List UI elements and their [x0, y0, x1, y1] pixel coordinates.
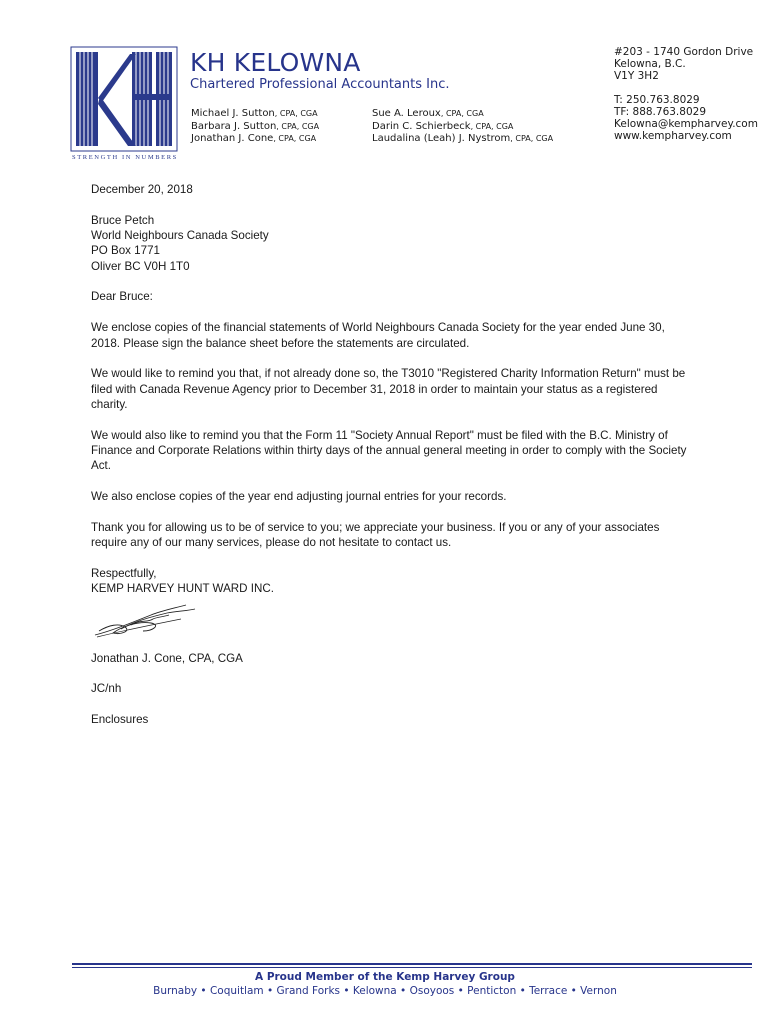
company-name: KEMP HARVEY HUNT WARD INC. [91, 582, 274, 596]
salutation: Dear Bruce: [91, 290, 153, 304]
paragraph: We enclose copies of the financial statements of World Neighbours Canada Society for the year ended June 30, 2018. Please sign the balance sheet before the statements are circulated. [91, 321, 665, 350]
partner: Michael J. Sutton, CPA, CGA [191, 108, 318, 119]
partners-column-2 [372, 108, 553, 146]
partner: Barbara J. Sutton, CPA, CGA [191, 120, 320, 132]
signer-name: Jonathan J. Cone, CPA, CGA [91, 651, 243, 665]
initials: JC/nh [91, 682, 122, 696]
address-line-2: Kelowna, B.C. [614, 58, 686, 70]
partner: Sue A. Leroux, CPA, CGA [372, 108, 484, 119]
footer-rule [72, 963, 752, 965]
partner: Darin C. Schierbeck, CPA, CGA [372, 120, 514, 132]
recipient-line: PO Box 1771 [91, 244, 160, 258]
address-line-1: #203 - 1740 Gordon Drive [614, 46, 754, 58]
email-link[interactable]: Kelowna@kempharvey.com [614, 118, 758, 130]
recipient-address [91, 213, 691, 274]
paragraph: We would like to remind you that, if not already done so, the T3010 "Registered Charity Information Return" must be filed with Canada Revenue Agency prior to December 31, 2018 in order to maintain your status as a registered charity. [91, 367, 686, 411]
handwritten-signature [91, 601, 201, 641]
paragraph: Thank you for allowing us to be of service to you; we appreciate your business. If you or any of your associates require any of our many services, please do not hesitate to contact us. [91, 520, 660, 550]
recipient-line: Bruce Petch [91, 213, 155, 227]
paragraph: We would also like to remind you that the Form 11 "Society Annual Report" must be filed with the B.C. Ministry of Finance and Corporate Relations within thirty days of the annual general meeting in order to comply with the Society Act. [91, 428, 687, 473]
closing: Respectfully, [91, 567, 157, 581]
toll-free: TF: 888.763.8029 [614, 106, 706, 118]
logo-tagline: STRENGTH IN NUMBERS [72, 154, 178, 161]
phone: T: 250.763.8029 [614, 94, 700, 106]
letter-body [91, 182, 691, 743]
recipient-line: Oliver BC V0H 1T0 [91, 259, 190, 273]
enclosures: Enclosures [91, 713, 149, 727]
kh-logo [70, 46, 178, 152]
recipient-line: World Neighbours Canada Society [91, 229, 269, 243]
footer-rule [72, 967, 752, 968]
firm-subtitle: Chartered Professional Accountants Inc. [190, 77, 450, 92]
paragraph: We also enclose copies of the year end adjusting journal entries for your records. [91, 490, 507, 504]
partner: Jonathan J. Cone, CPA, CGA [191, 133, 317, 144]
firm-name: KH KELOWNA [190, 48, 361, 77]
partner: Laudalina (Leah) J. Nystrom, CPA, CGA [372, 133, 554, 144]
letter-date: December 20, 2018 [91, 183, 193, 196]
website-link[interactable]: www.kempharvey.com [614, 130, 732, 142]
footer-title: A Proud Member of the Kemp Harvey Group [255, 971, 515, 983]
contact-block [614, 46, 758, 142]
partners-column-1 [191, 108, 319, 146]
postal-code: V1Y 3H2 [614, 70, 659, 82]
footer-cities: Burnaby • Coquitlam • Grand Forks • Kelowna • Osoyoos • Penticton • Terrace • Vernon [153, 985, 617, 997]
